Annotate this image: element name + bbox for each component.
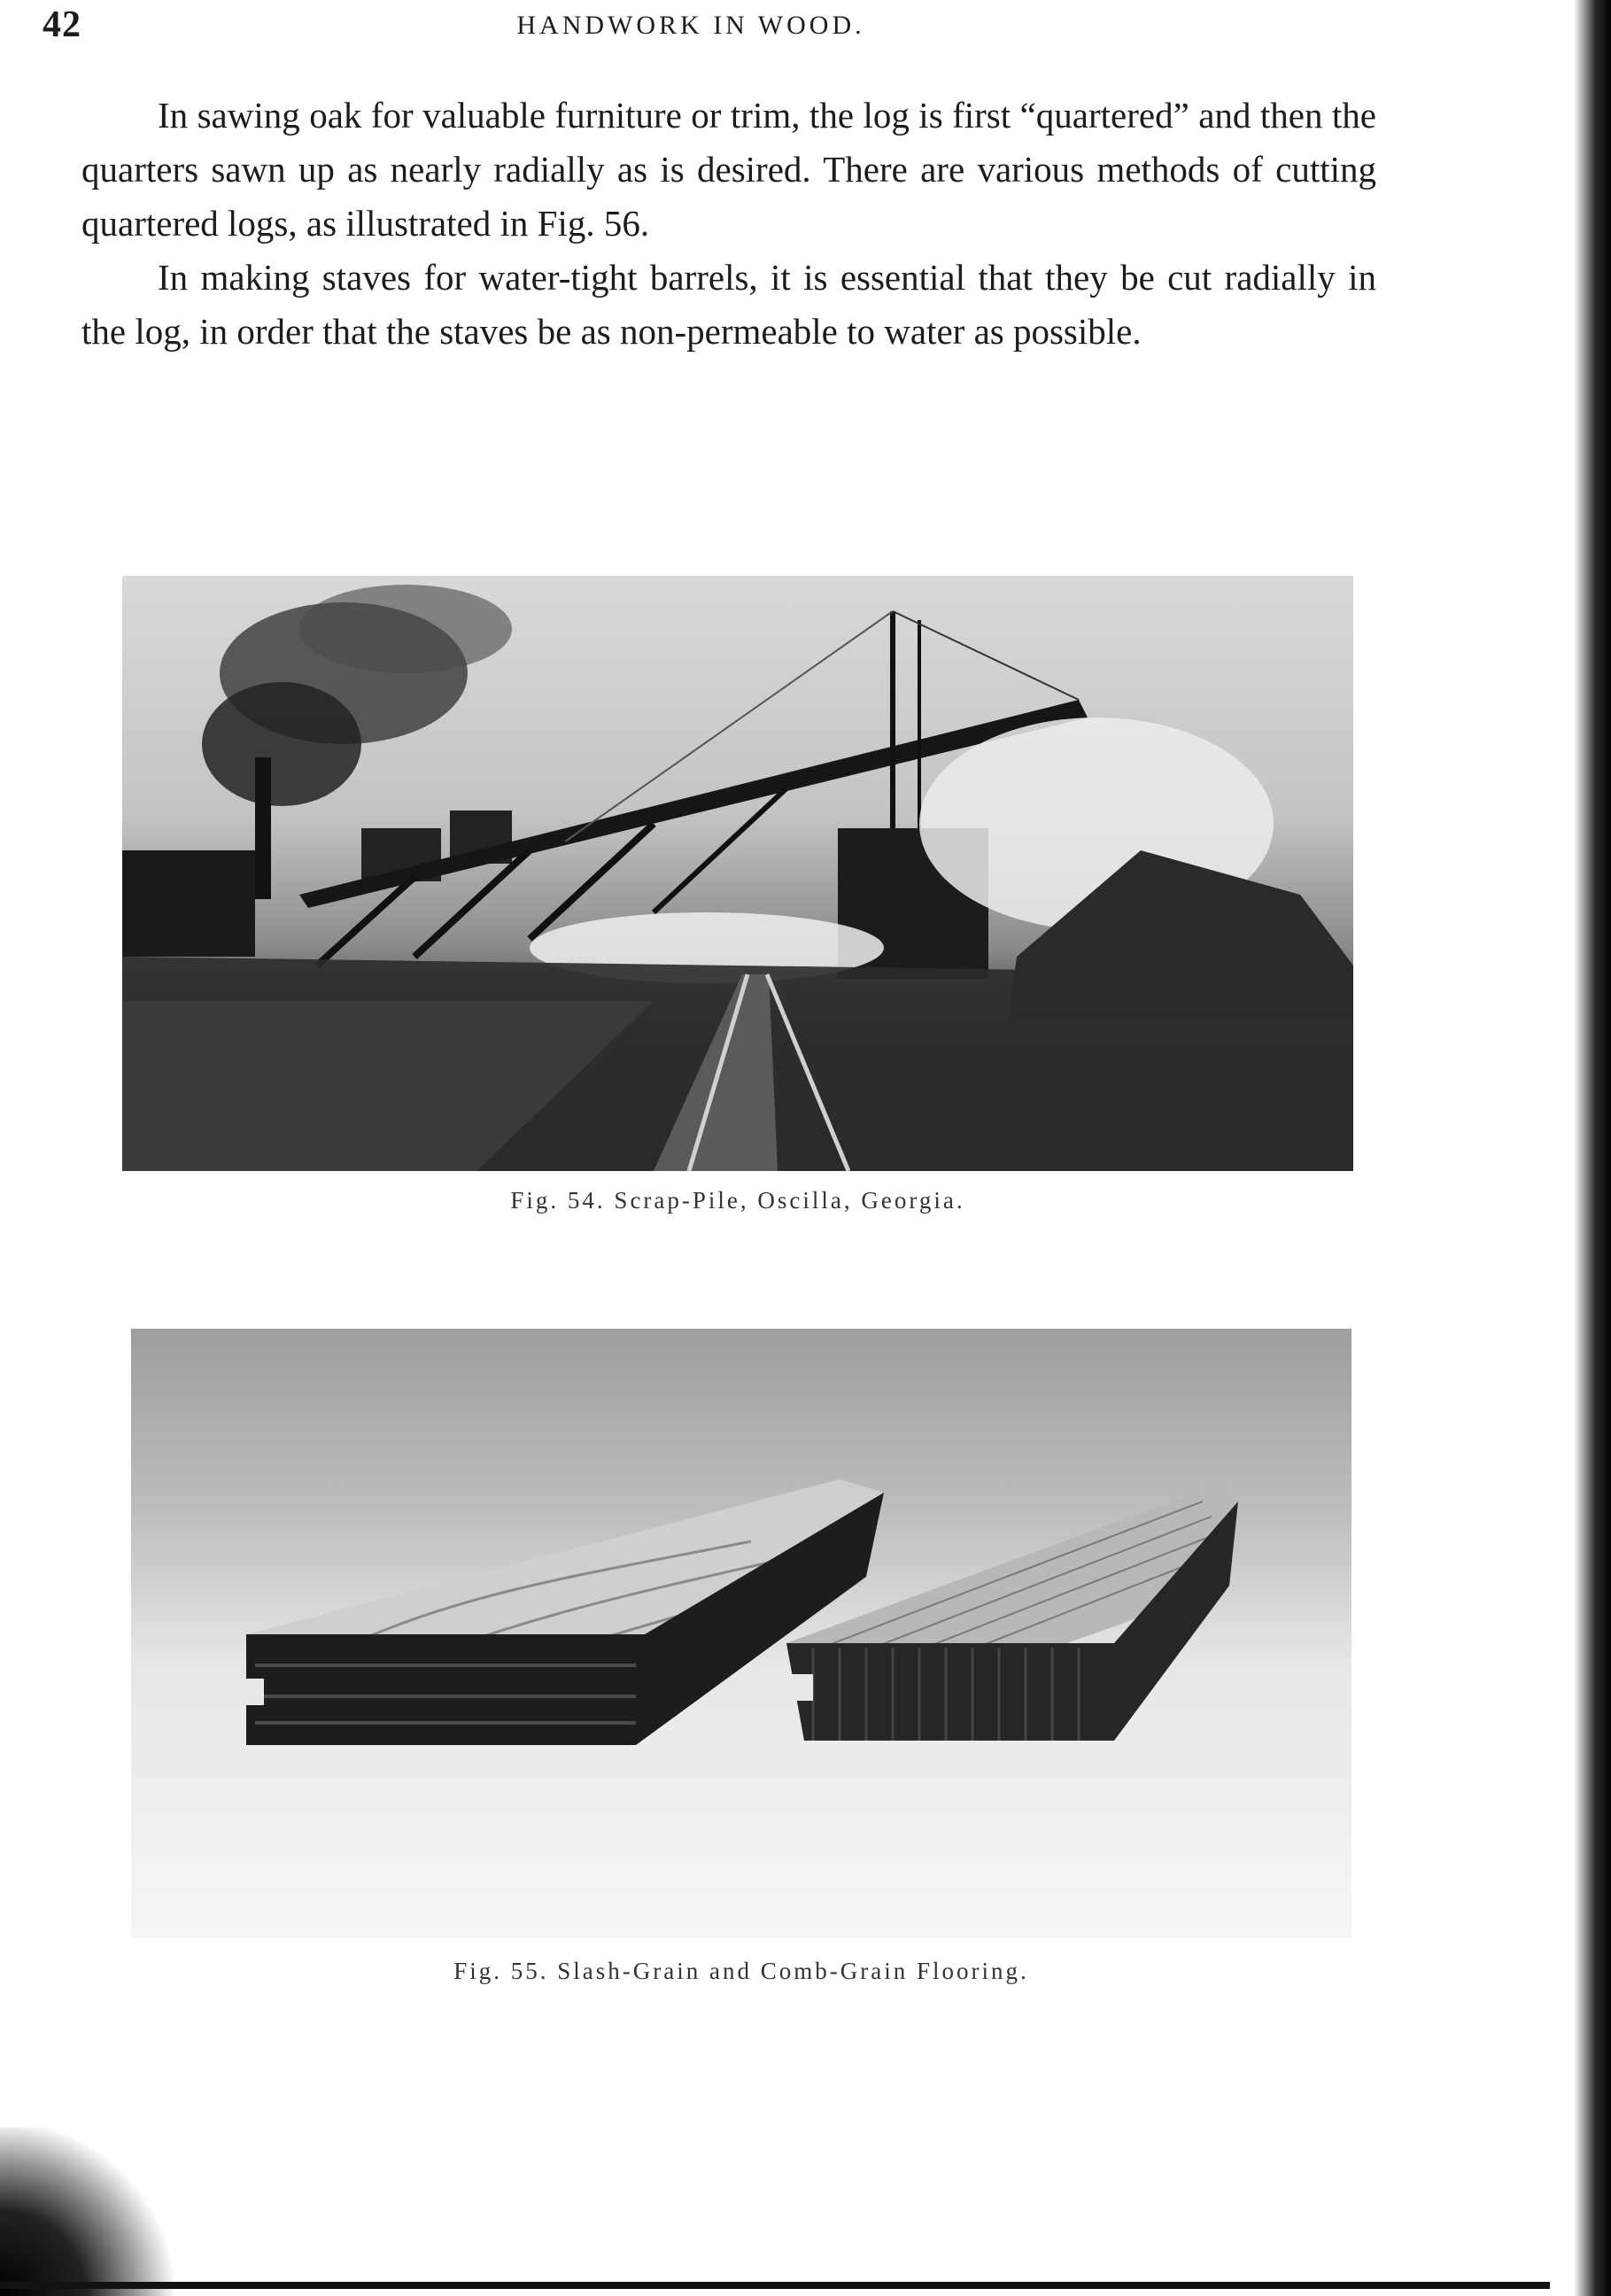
flooring-photo [131,1329,1352,1938]
bottom-edge [0,2282,1550,2289]
figure-caption: Fig. 54. Scrap-Pile, Oscilla, Georgia. [510,1187,965,1214]
flooring-illustration [131,1329,1352,1938]
body-text [81,89,1376,359]
scrap-pile-photo [122,576,1353,1171]
figure-54 [122,576,1353,1231]
figure-caption: Fig. 55. Slash-Grain and Comb-Grain Flooring. [453,1958,1029,1984]
corner-stain [0,2128,177,2296]
scrap-pile-illustration [122,576,1353,1171]
paragraph: In making staves for water-tight barrels, it is essential that they be cut radially in the log, in order that the staves be as non-permeable to water as possible. [81,257,1376,352]
running-head: HANDWORK IN WOOD. [516,11,865,40]
binding-shadow [1549,0,1611,2296]
paragraph: In sawing oak for valuable furniture or trim, the log is first “quartered” and then the quarters sawn up as nearly radially as is desired. There are various methods of cutting quartered logs, as illustrated in Fig. 56. [81,95,1376,244]
figure-55 [131,1329,1352,1984]
page-number: 42 [43,4,81,45]
